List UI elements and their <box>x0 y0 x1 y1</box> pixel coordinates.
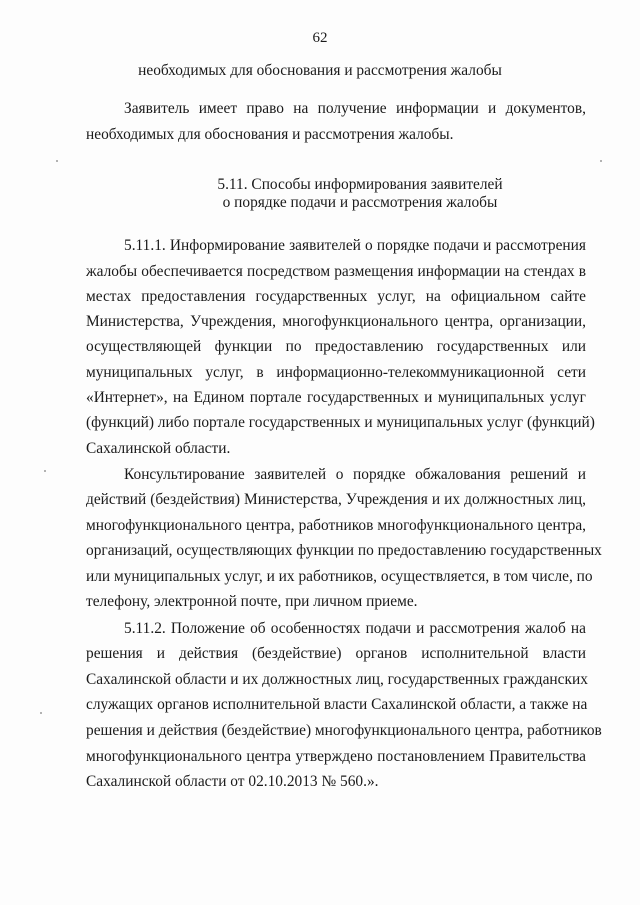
paragraph-line: Министерства, Учреждения, многофункционального центра, организации, <box>86 313 586 330</box>
paragraph-line: необходимых для обоснования и рассмотрения жалобы. <box>86 126 454 143</box>
paragraph-line: муниципальных услуг, в информационно-телекоммуникационной сети <box>86 364 586 381</box>
section-heading-line: о порядке подачи и рассмотрения жалобы <box>222 194 498 211</box>
paragraph-line: телефону, электронной почте, при личном приеме. <box>86 593 418 610</box>
paragraph-line: Сахалинской области и их должностных лиц, государственных гражданских <box>86 671 588 688</box>
scan-speck <box>44 470 46 472</box>
paragraph-line: Сахалинской области. <box>86 440 231 457</box>
paragraph-line: организаций, осуществляющих функции по предоставлению государственных <box>86 542 602 559</box>
paragraph-line: действий (бездействия) Министерства, Учреждения и их должностных лиц, <box>86 491 586 508</box>
paragraph-line: решения и действия (бездействие) многофункционального центра, работников <box>86 722 602 739</box>
page-number: 62 <box>312 30 328 46</box>
scan-speck <box>600 160 602 162</box>
scan-speck <box>40 712 42 714</box>
paragraph-line: Сахалинской области от 02.10.2013 № 560.». <box>86 773 379 790</box>
carryover-heading: необходимых для обоснования и рассмотрения жалобы <box>138 62 502 79</box>
paragraph-line: жалобы обеспечивается посредством размещения информации на стендах в <box>86 263 586 280</box>
paragraph-line: Консультирование заявителей о порядке обжалования решений и <box>124 466 586 483</box>
paragraph-line: осуществляющей функции по предоставлению государственных или <box>86 338 586 355</box>
section-heading-line: 5.11. Способы информирования заявителей <box>217 176 503 193</box>
scan-speck <box>56 160 58 162</box>
paragraph-line: служащих органов исполнительной власти Сахалинской области, а также на <box>86 696 588 713</box>
paragraph-line: (функций) либо портале государственных и муниципальных услуг (функций) <box>86 414 595 431</box>
paragraph-line: «Интернет», на Едином портале государственных и муниципальных услуг <box>86 389 586 406</box>
paragraph-line: 5.11.1. Информирование заявителей о порядке подачи и рассмотрения <box>124 237 586 254</box>
paragraph-line: решения и действия (бездействие) органов исполнительной власти <box>86 645 586 662</box>
paragraph-line: 5.11.2. Положение об особенностях подачи и рассмотрения жалоб на <box>124 620 586 637</box>
paragraph-line: многофункционального центра, работников многофункционального центра, <box>86 517 586 534</box>
paragraph-line: местах предоставления государственных услуг, на официальном сайте <box>86 288 586 305</box>
paragraph-line: Заявитель имеет право на получение информации и документов, <box>124 100 586 117</box>
paragraph-line: многофункционального центра утверждено постановлением Правительства <box>86 748 586 765</box>
paragraph-line: или муниципальных услуг, и их работников, осуществляется, в том числе, по <box>86 568 593 585</box>
